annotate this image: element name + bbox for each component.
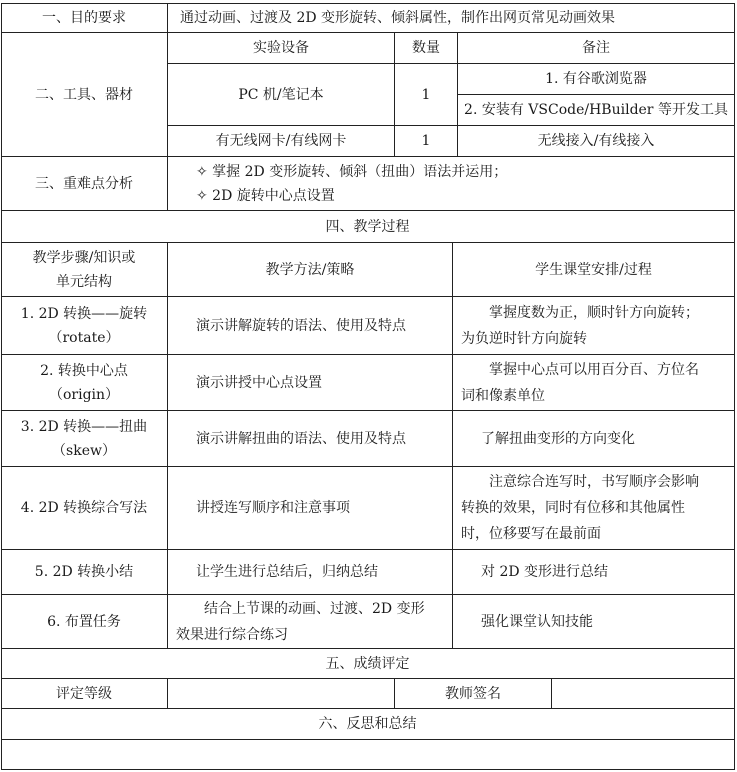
step-6-name: 6. 布置任务 bbox=[1, 595, 168, 649]
pc-quantity: 1 bbox=[395, 64, 458, 126]
step-5-name: 5. 2D 转换小结 bbox=[1, 550, 168, 595]
reflection-title: 六、反思和总结 bbox=[1, 709, 735, 740]
step-6-method-line-1: 结合上节课的动画、过渡、2D 变形 bbox=[204, 600, 425, 617]
step-3-method: 演示讲解扭曲的语法、使用及特点 bbox=[168, 411, 453, 467]
step-4-method: 讲授连写顺序和注意事项 bbox=[168, 467, 453, 550]
grade-label: 评定等级 bbox=[1, 679, 168, 709]
step-header bbox=[1, 243, 168, 297]
step-4-student-line-3: 时，位移要写在最前面 bbox=[461, 526, 601, 542]
step-header-line-2: 单元结构 bbox=[56, 273, 112, 290]
pc-equipment: PC 机/笔记本 bbox=[168, 64, 395, 126]
teacher-sign-label: 教师签名 bbox=[395, 679, 552, 709]
step-3-line-2: （skew） bbox=[52, 442, 116, 459]
step-4-student bbox=[453, 467, 735, 550]
step-4-student-line-2: 转换的效果，同时有位移和其他属性 bbox=[461, 500, 685, 516]
step-2-method: 演示讲授中心点设置 bbox=[168, 355, 453, 411]
grade-title: 五、成绩评定 bbox=[1, 649, 735, 679]
net-equipment: 有无线网卡/有线网卡 bbox=[168, 126, 395, 157]
tools-label: 二、工具、器材 bbox=[1, 33, 168, 157]
step-6-method-line-2: 效果进行综合练习 bbox=[176, 626, 288, 643]
teacher-sign-value[interactable] bbox=[552, 679, 735, 709]
notes-header: 备注 bbox=[458, 33, 735, 64]
pc-note-1: 1. 有谷歌浏览器 bbox=[458, 64, 735, 95]
method-header: 教学方法/策略 bbox=[168, 243, 453, 297]
net-quantity: 1 bbox=[395, 126, 458, 157]
grade-value[interactable] bbox=[168, 679, 395, 709]
step-3-name bbox=[1, 411, 168, 467]
objective-content: 通过动画、过渡及 2D 变形旋转、倾斜属性，制作出网页常见动画效果 bbox=[168, 3, 735, 33]
reflection-content[interactable] bbox=[1, 740, 735, 770]
step-2-line-2: （origin） bbox=[48, 386, 120, 403]
net-notes: 无线接入/有线接入 bbox=[458, 126, 735, 157]
step-1-student-line-2: 为负逆时针方向旋转 bbox=[461, 330, 587, 347]
key-points-content bbox=[168, 157, 735, 211]
process-title: 四、教学过程 bbox=[1, 211, 735, 243]
key-point-2: ✧ 2D 旋转中心点设置 bbox=[196, 187, 335, 204]
step-2-student bbox=[453, 355, 735, 411]
step-1-student-line-1: 掌握度数为正，顺时针方向旋转； bbox=[489, 304, 699, 321]
pc-note-2: 2. 安装有 VSCode/HBuilder 等开发工具 bbox=[458, 95, 735, 126]
key-points-label: 三、重难点分析 bbox=[1, 157, 168, 211]
objective-label: 一、目的要求 bbox=[1, 3, 168, 33]
step-4-student-line-1: 注意综合连写时，书写顺序会影响 bbox=[489, 474, 699, 490]
step-6-method bbox=[168, 595, 453, 649]
equipment-header: 实验设备 bbox=[168, 33, 395, 64]
step-2-student-line-2: 词和像素单位 bbox=[461, 387, 545, 404]
step-6-student: 强化课堂认知技能 bbox=[453, 595, 735, 649]
step-2-name bbox=[1, 355, 168, 411]
step-3-student: 了解扭曲变形的方向变化 bbox=[453, 411, 735, 467]
quantity-header: 数量 bbox=[395, 33, 458, 64]
step-1-student bbox=[453, 297, 735, 355]
step-1-line-1: 1. 2D 转换——旋转 bbox=[20, 305, 148, 322]
step-4-name: 4. 2D 转换综合写法 bbox=[1, 467, 168, 550]
lesson-plan-table bbox=[1, 3, 735, 770]
step-3-line-1: 3. 2D 转换——扭曲 bbox=[20, 418, 148, 435]
step-1-line-2: （rotate） bbox=[48, 329, 120, 346]
student-header: 学生课堂安排/过程 bbox=[453, 243, 735, 297]
step-5-method: 让学生进行总结后，归纳总结 bbox=[168, 550, 453, 595]
step-5-student: 对 2D 变形进行总结 bbox=[453, 550, 735, 595]
step-2-student-line-1: 掌握中心点可以用百分百、方位名 bbox=[489, 361, 699, 378]
key-point-1: ✧ 掌握 2D 变形旋转、倾斜（扭曲）语法并运用； bbox=[196, 163, 508, 180]
step-header-line-1: 教学步骤/知识或 bbox=[32, 249, 136, 266]
step-1-method: 演示讲解旋转的语法、使用及特点 bbox=[168, 297, 453, 355]
step-2-line-1: 2. 转换中心点 bbox=[40, 362, 128, 379]
step-1-name bbox=[1, 297, 168, 355]
